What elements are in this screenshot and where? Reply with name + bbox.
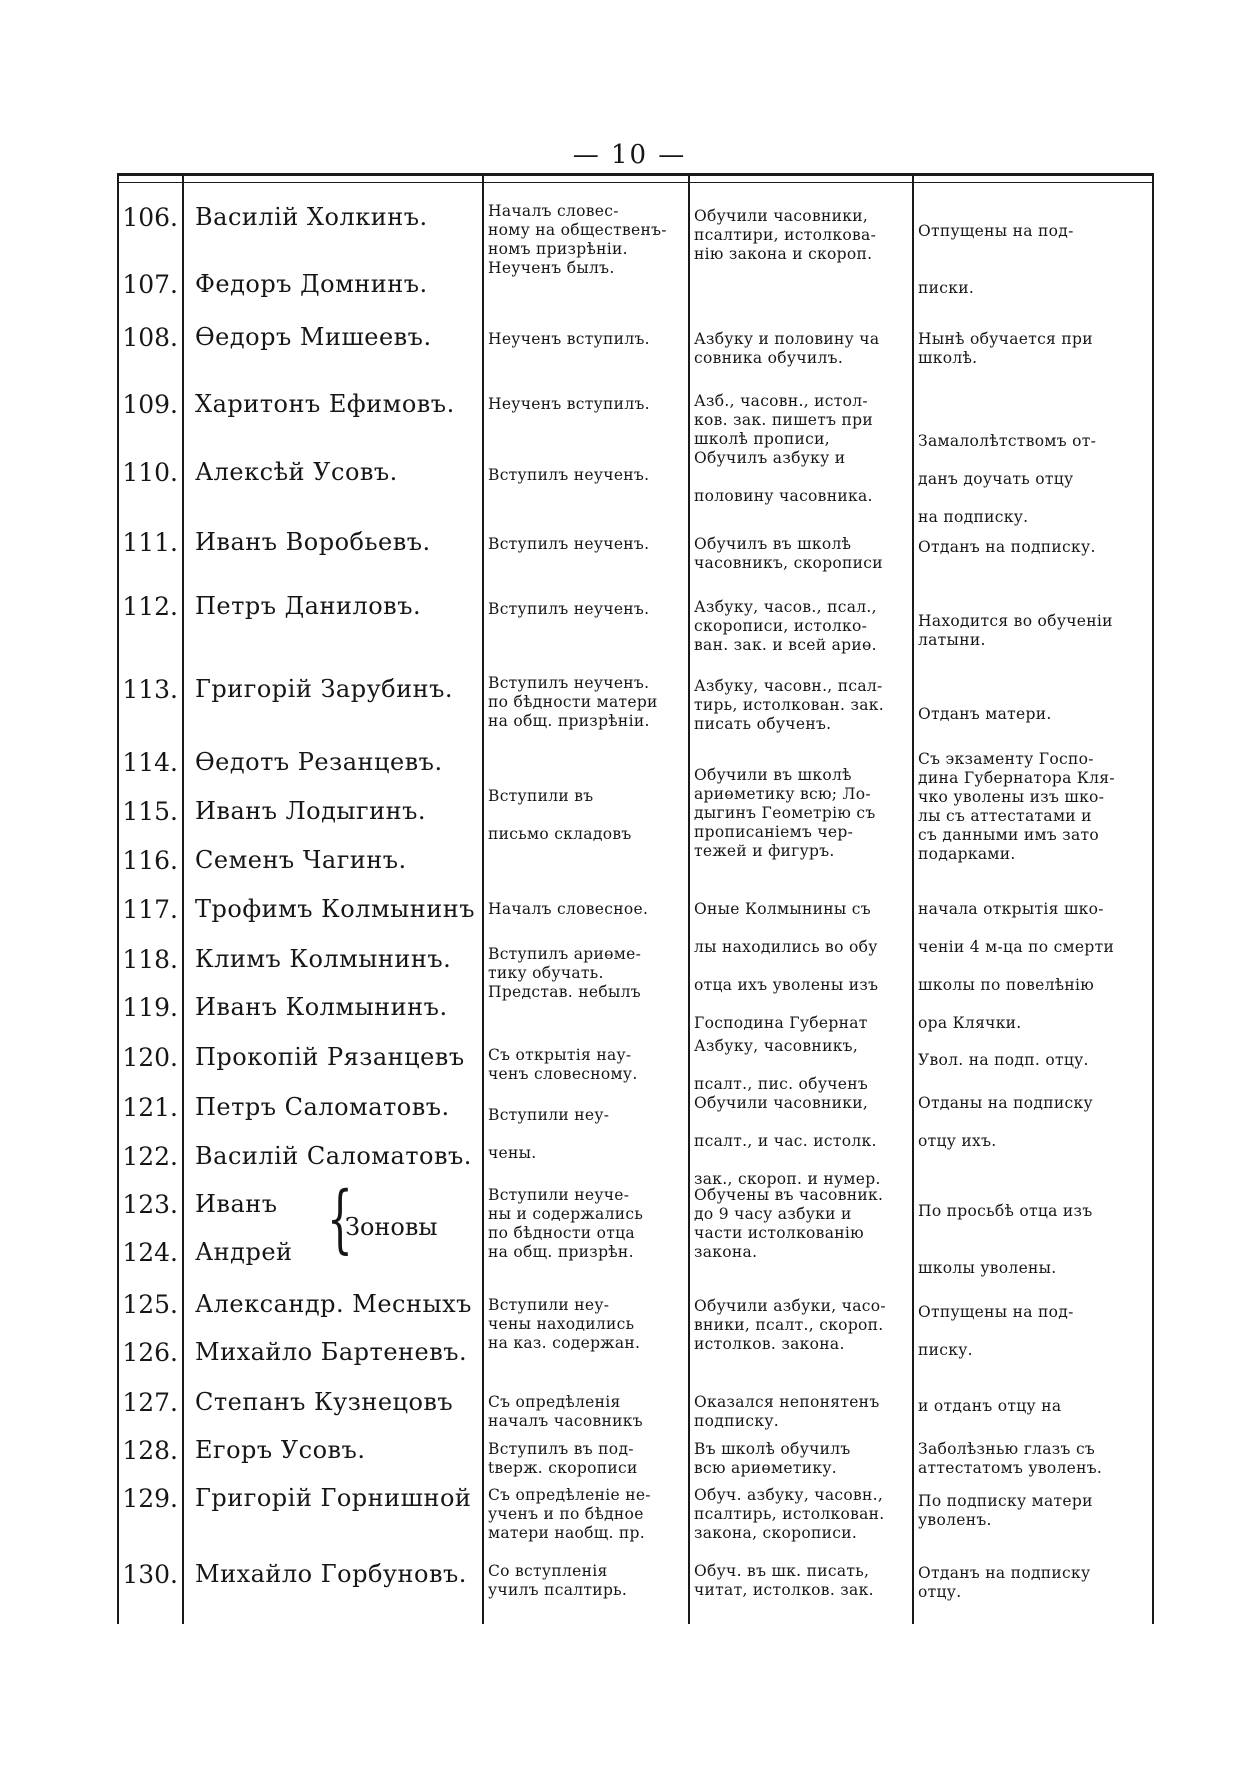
student-name: Василій Холкинъ. <box>195 203 428 231</box>
student-name: Егоръ Усовъ. <box>195 1436 366 1464</box>
study-note: Обучены въ часовник. до 9 часу азбуки и части истолкованію закона. <box>694 1186 884 1261</box>
entry-note: Съ опредѣленія началъ часовникъ <box>488 1393 643 1430</box>
row-number: 130. <box>122 1560 178 1589</box>
row-number: 108. <box>122 323 178 352</box>
student-name: Иванъ <box>195 1190 278 1218</box>
entry-note: Съ открытія нау- ченъ словесному. <box>488 1046 638 1083</box>
column-divider <box>482 176 484 1624</box>
surname-zonovy: Зоновы <box>345 1213 438 1241</box>
outcome-note: По подписку матери уволенъ. <box>918 1492 1093 1529</box>
entry-note: Съ опредѣленіе не- ученъ и по бѣдное матери наобщ. пр. <box>488 1486 651 1542</box>
student-name: Семенъ Чагинъ. <box>195 846 407 874</box>
student-name: Иванъ Воробьевъ. <box>195 528 431 556</box>
student-name: Михайло Горбуновъ. <box>195 1560 467 1588</box>
row-number: 124. <box>122 1238 178 1267</box>
row-number: 113. <box>122 675 178 704</box>
study-note: Азбуку, часов., псал., скорописи, истолко- ван. зак. и всей ариө. <box>694 598 877 654</box>
study-note: Азб., часовн., истол- ков. зак. пишетъ при школѣ прописи, Обучилъ азбуку и половину часовника. <box>694 392 874 505</box>
entry-note: Неученъ вступилъ. <box>488 395 650 413</box>
top-rule <box>117 173 1154 176</box>
entry-note: Вступили въ письмо складовъ <box>488 787 632 843</box>
study-note: Въ школѣ обучилъ всю ариөметику. <box>694 1440 851 1477</box>
outcome-note: Отпущены на под- писки. <box>918 222 1074 297</box>
column-divider <box>688 176 690 1624</box>
row-number: 125. <box>122 1290 178 1319</box>
student-name: Иванъ Колмынинъ. <box>195 993 448 1021</box>
row-number: 112. <box>122 592 178 621</box>
study-note: Оказался непонятенъ подписку. <box>694 1393 880 1430</box>
study-note: Азбуку и половину ча совника обучилъ. <box>694 330 880 367</box>
entry-note: Вступили неу- чены находились на каз. содержан. <box>488 1296 641 1352</box>
outcome-note: Замалолѣтствомъ от- данъ доучать отцу на подписку. <box>918 432 1097 526</box>
row-number: 127. <box>122 1388 178 1417</box>
student-name: Иванъ Лодыгинъ. <box>195 797 426 825</box>
entry-note: Вступилъ неученъ. <box>488 535 650 553</box>
study-note: Обучили азбуки, часо- вники, псалт., скороп. истолков. закона. <box>694 1297 886 1353</box>
outcome-note: Отданъ на подписку. <box>918 538 1096 556</box>
student-name: Василій Саломатовъ. <box>195 1142 472 1170</box>
column-divider <box>182 176 184 1624</box>
study-note: Обучили въ школѣ ариөметику всю; Ло- дыгинъ Геометрію съ прописаніемъ чер- тежей и фигуръ. <box>694 766 876 860</box>
page-number: — 10 — <box>572 140 687 170</box>
row-number: 109. <box>122 390 178 419</box>
student-name: Федоръ Домнинъ. <box>195 270 428 298</box>
row-number: 128. <box>122 1436 178 1465</box>
study-note: Азбуку, часовникъ, псалт., пис. обученъ <box>694 1037 869 1093</box>
row-number: 119. <box>122 993 178 1022</box>
student-name: Өедоръ Мишеевъ. <box>195 323 432 351</box>
student-name: Александр. Месныхъ <box>195 1290 472 1318</box>
entry-note: Началъ словесное. <box>488 900 649 918</box>
row-number: 126. <box>122 1338 178 1367</box>
row-number: 115. <box>122 797 178 826</box>
outcome-note: Отданы на подписку отцу ихъ. <box>918 1094 1093 1150</box>
outcome-note: Отпущены на под- писку. <box>918 1303 1074 1359</box>
student-name: Климъ Колмынинъ. <box>195 945 452 973</box>
outcome-note: Заболѣзнью глазъ съ аттестатомъ уволенъ. <box>918 1440 1103 1477</box>
row-number: 110. <box>122 458 178 487</box>
outcome-note: По просьбѣ отца изъ школы уволены. <box>918 1202 1093 1277</box>
entry-note: Неученъ вступилъ. <box>488 330 650 348</box>
study-note: Оные Колмынины съ лы находились во обу отца ихъ уволены изъ Господина Губернат <box>694 900 879 1032</box>
study-note: Обуч. азбуку, часовн., псалтирь, истолкован. закона, скорописи. <box>694 1486 885 1542</box>
student-name: Трофимъ Колмынинъ <box>195 895 475 923</box>
study-note: Обучилъ въ школѣ часовникъ, скорописи <box>694 535 883 572</box>
entry-note: Вступили неу- чены. <box>488 1106 610 1162</box>
entry-note: Вступилъ ариөме- тику обучать. Представ. небылъ <box>488 945 642 1001</box>
entry-note: Вступилъ неученъ. <box>488 466 650 484</box>
entry-note: Началъ словес- ному на общественъ- номъ призрѣніи. Неученъ былъ. <box>488 202 667 277</box>
row-number: 116. <box>122 846 178 875</box>
entry-note: Вступили неуче- ны и содержались по бѣдности отца на общ. призрѣн. <box>488 1186 644 1261</box>
outcome-note: Съ экзаменту Госпо- дина Губернатора Кля- чко уволены изъ шко- лы съ аттестатами и съ данными имъ зато подарками. <box>918 750 1115 863</box>
study-note: Обучили часовники, псалтири, истолкова- нію закона и скороп. <box>694 207 877 263</box>
row-number: 117. <box>122 895 178 924</box>
study-note: Обуч. въ шк. писать, читат, истолков. зак. <box>694 1562 874 1599</box>
student-name: Григорій Горнишной <box>195 1484 472 1512</box>
outcome-note: Нынѣ обучается при школѣ. <box>918 330 1093 367</box>
entry-note: Вступилъ неученъ. <box>488 600 650 618</box>
student-name: Алексѣй Усовъ. <box>195 458 398 486</box>
student-name: Өедотъ Резанцевъ. <box>195 748 443 776</box>
student-name: Михайло Бартеневъ. <box>195 1338 468 1366</box>
brace-glyph: { <box>327 1176 353 1262</box>
student-name: Андрей <box>195 1238 293 1266</box>
student-name: Петръ Саломатовъ. <box>195 1093 450 1121</box>
outcome-note: Находится во обученіи латыни. <box>918 612 1113 649</box>
entry-note: Вступилъ въ под- tверж. скорописи <box>488 1440 638 1477</box>
row-number: 106. <box>122 203 178 232</box>
student-name: Степанъ Кузнецовъ <box>195 1388 454 1416</box>
row-number: 121. <box>122 1093 178 1122</box>
column-divider <box>912 176 914 1624</box>
student-name: Харитонъ Ефимовъ. <box>195 390 455 418</box>
study-note: Обучили часовники, псалт., и час. истолк. зак., скороп. и нумер. <box>694 1094 881 1188</box>
outcome-note: Отданъ на подписку отцу. <box>918 1564 1091 1601</box>
outcome-note: и отданъ отцу на <box>918 1397 1062 1415</box>
row-number: 129. <box>122 1484 178 1513</box>
student-name: Григорій Зарубинъ. <box>195 675 454 703</box>
row-number: 122. <box>122 1142 178 1171</box>
entry-note: Вступилъ неученъ. по бѣдности матери на общ. призрѣніи. <box>488 674 658 730</box>
row-number: 123. <box>122 1190 178 1219</box>
top-rule-thin <box>117 182 1154 183</box>
outcome-note: Увол. на подп. отцу. <box>918 1051 1089 1069</box>
outcome-note: начала открытія шко- ченіи 4 м-ца по смерти школы по повелѣнію ора Клячки. <box>918 900 1115 1032</box>
column-divider <box>1152 176 1154 1624</box>
study-note: Азбуку, часовн., псал- тирь, истолкован. зак. писать обученъ. <box>694 677 884 733</box>
row-number: 107. <box>122 270 178 299</box>
row-number: 111. <box>122 528 178 557</box>
outcome-note: Отданъ матери. <box>918 705 1052 723</box>
student-name: Прокопій Рязанцевъ <box>195 1043 465 1071</box>
entry-note: Со вступленія училъ псалтирь. <box>488 1562 628 1599</box>
row-number: 114. <box>122 748 178 777</box>
row-number: 120. <box>122 1043 178 1072</box>
student-name: Петръ Даниловъ. <box>195 592 422 620</box>
row-number: 118. <box>122 945 178 974</box>
